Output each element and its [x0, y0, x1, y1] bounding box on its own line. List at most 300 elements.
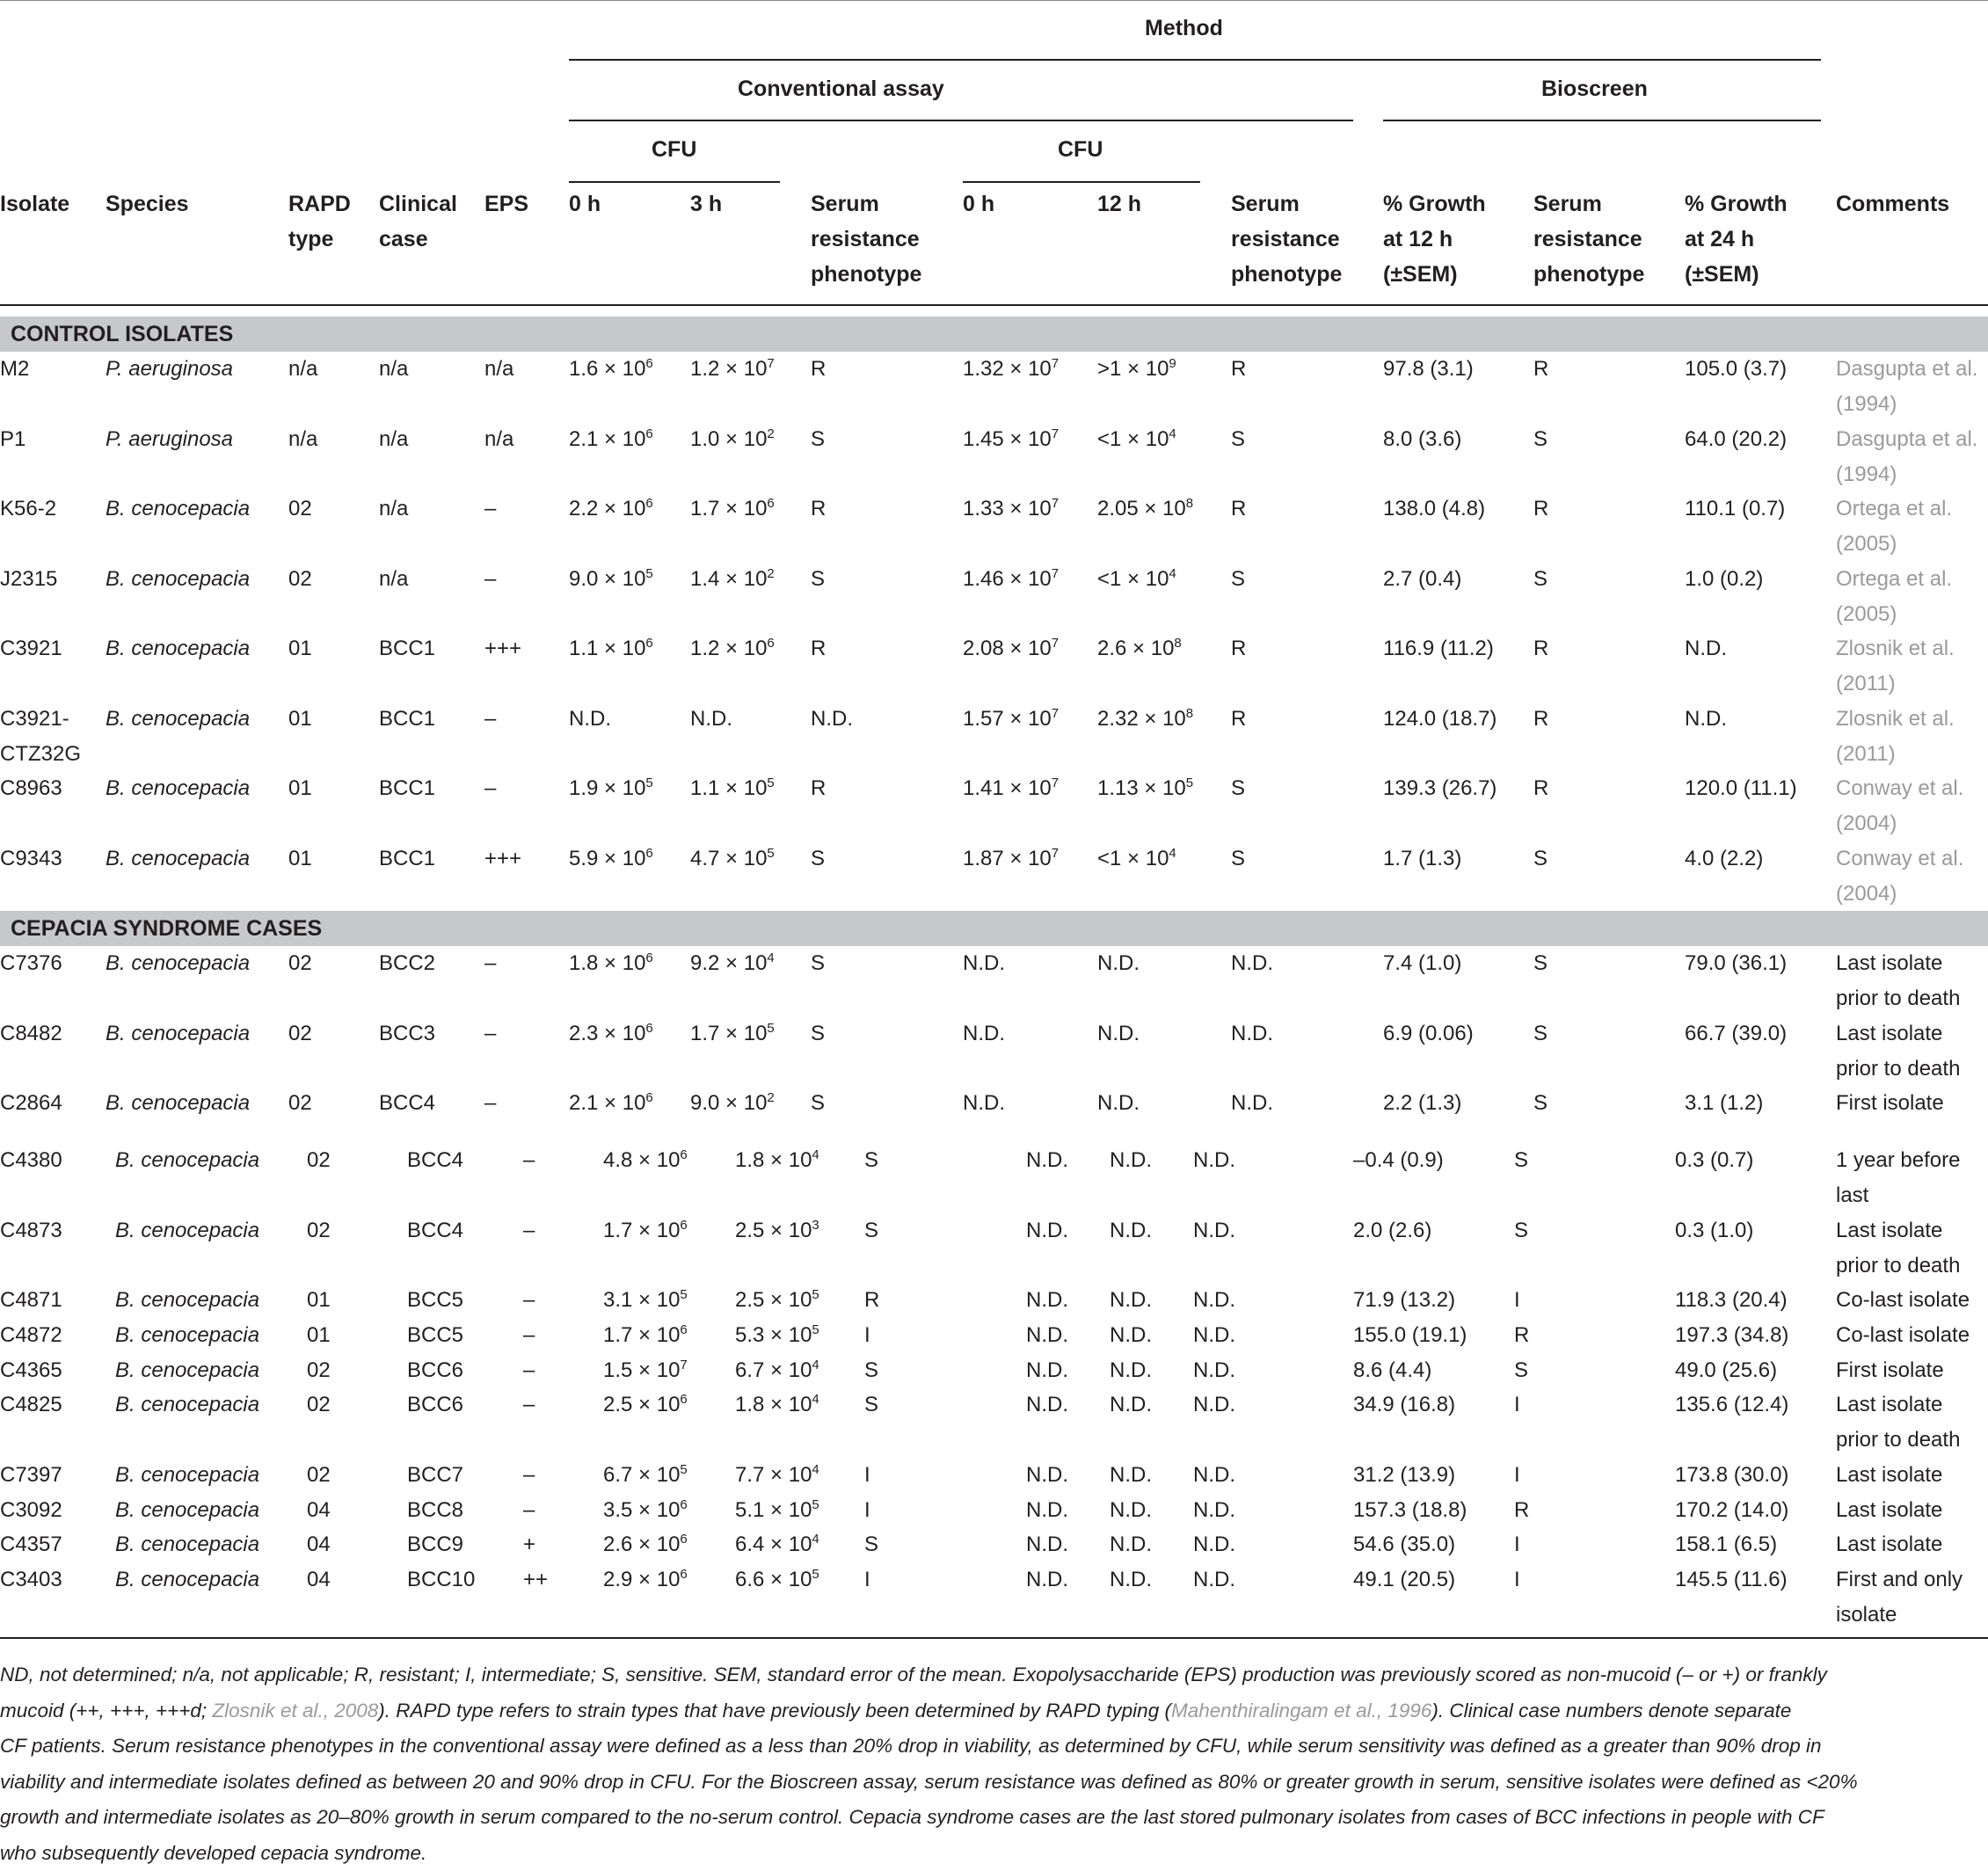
cell-comments: Last isolate: [1836, 1493, 1942, 1528]
cell-isolate: C3092: [0, 1493, 62, 1528]
cell-b0: N.D.: [1026, 1458, 1068, 1493]
cell-bsr: R: [1231, 491, 1246, 527]
cell-comments: prior to death: [1836, 1423, 1960, 1458]
column-header-species: Species: [106, 186, 189, 222]
cell-gsr: R: [1514, 1318, 1529, 1353]
cell-g24: 135.6 (12.4): [1675, 1387, 1788, 1423]
cell-eps: –: [484, 702, 496, 737]
cell-gsr: R: [1514, 1493, 1529, 1528]
cell-b0: N.D.: [963, 1016, 1005, 1052]
cell-c3: $6.6 \times 10^5$: [735, 1562, 819, 1598]
cell-eps: +++: [484, 631, 521, 666]
cell-eps: –: [523, 1283, 535, 1318]
cell-c3: $4.7 \times 10^5$: [690, 841, 775, 877]
cell-species: B. cenocepacia: [106, 702, 250, 737]
cell-isolate: C9343: [0, 841, 62, 877]
cell-case: BCC2: [379, 946, 435, 981]
cell-rapd: 01: [288, 631, 312, 666]
exponent: 4: [767, 950, 774, 965]
cell-c0: $2.2 \times 10^6$: [569, 491, 653, 527]
cell-species: B. cenocepacia: [106, 1086, 250, 1121]
cell-c0: $1.5 \times 10^7$: [603, 1353, 688, 1388]
cell-eps: –: [523, 1318, 535, 1353]
exponent: 3: [812, 1218, 819, 1233]
cell-b12: N.D.: [1110, 1458, 1152, 1493]
cell-b0: N.D.: [1026, 1387, 1068, 1423]
cell-rapd: 02: [288, 1016, 312, 1052]
method-header: Method: [1145, 11, 1223, 46]
cell-isolate: C4380: [0, 1143, 62, 1178]
cell-g24: 1.0 (0.2): [1685, 562, 1763, 597]
column-header-rapd: RAPD: [288, 186, 351, 222]
cell-g24: 79.0 (36.1): [1685, 946, 1787, 981]
cell-g12: 2.7 (0.4): [1383, 562, 1461, 597]
cell-species: B. cenocepacia: [106, 1016, 250, 1052]
cell-rapd: 02: [288, 1086, 312, 1121]
cell-g24: 4.0 (2.2): [1685, 841, 1763, 877]
exponent: 5: [812, 1497, 819, 1512]
cell-g24: 158.1 (6.5): [1675, 1527, 1777, 1562]
cell-comments: First and only: [1836, 1562, 1963, 1598]
cell-b12: $<1 \times 10^4$: [1097, 841, 1176, 877]
cell-bsr: N.D.: [1193, 1527, 1235, 1562]
cell-csr: I: [864, 1493, 870, 1528]
cell-rapd: n/a: [288, 352, 317, 387]
exponent: 5: [680, 1462, 687, 1477]
cell-rapd: 04: [307, 1493, 331, 1528]
cell-b12: N.D.: [1110, 1493, 1152, 1528]
cell-b12: N.D.: [1097, 946, 1140, 981]
cell-isolate: C8963: [0, 771, 62, 806]
cell-bsr: R: [1231, 352, 1246, 387]
cell-gsr: R: [1533, 771, 1548, 806]
cell-g12: 34.9 (16.8): [1353, 1387, 1455, 1423]
cell-c0: $2.5 \times 10^6$: [603, 1387, 688, 1423]
cell-b0: $1.45 \times 10^7$: [963, 422, 1059, 457]
cell-gsr: R: [1533, 631, 1548, 666]
cell-g12: 1.7 (1.3): [1383, 841, 1461, 877]
cell-c3: $1.0 \times 10^2$: [690, 422, 775, 457]
cell-rapd: 01: [288, 841, 312, 877]
cell-comments: Last isolate: [1836, 1213, 1942, 1249]
cell-b0: N.D.: [1026, 1353, 1068, 1388]
cell-b0: $1.33 \times 10^7$: [963, 491, 1059, 527]
cell-g24: N.D.: [1685, 702, 1727, 737]
cell-g24: 145.5 (11.6): [1675, 1562, 1788, 1598]
cell-b0: $1.32 \times 10^7$: [963, 352, 1059, 387]
cell-isolate: M2: [0, 352, 29, 387]
exponent: 5: [645, 566, 652, 581]
column-header-g24: at 24 h: [1685, 222, 1754, 257]
cell-b0: $1.57 \times 10^7$: [963, 702, 1059, 737]
cell-bsr: N.D.: [1193, 1318, 1235, 1353]
cell-gsr: S: [1514, 1353, 1528, 1388]
cell-b0: N.D.: [1026, 1213, 1068, 1249]
cell-case: BCC7: [407, 1458, 463, 1493]
column-header-b12: 12 h: [1097, 186, 1141, 222]
cell-c0: $4.8 \times 10^6$: [603, 1143, 688, 1178]
cell-b0: $1.46 \times 10^7$: [963, 562, 1059, 597]
exponent: 7: [1052, 706, 1059, 721]
cell-g24: 197.3 (34.8): [1675, 1318, 1788, 1353]
cell-c3: $1.8 \times 10^4$: [735, 1387, 819, 1423]
top-rule: [0, 0, 1988, 1]
cell-g12: 6.9 (0.06): [1383, 1016, 1474, 1052]
conventional-header: Conventional assay: [738, 71, 944, 106]
cell-case: BCC1: [379, 631, 435, 666]
cell-comments[interactable]: (2011): [1836, 737, 1896, 772]
cell-case: BCC1: [379, 702, 435, 737]
exponent: 5: [645, 775, 652, 790]
cell-gsr: S: [1533, 946, 1547, 981]
cell-c3: $1.1 \times 10^5$: [690, 771, 775, 806]
cell-isolate: J2315: [0, 562, 57, 597]
cell-case: BCC3: [379, 1016, 435, 1052]
column-header-bsr: resistance: [1231, 222, 1340, 257]
cell-comments[interactable]: Conway et al.: [1836, 841, 1963, 877]
cell-g24: 64.0 (20.2): [1685, 422, 1787, 457]
cell-bsr: S: [1231, 841, 1245, 877]
exponent: 6: [680, 1218, 687, 1233]
cell-eps: –: [523, 1353, 535, 1388]
cell-csr: S: [864, 1387, 878, 1423]
column-header-b0: 0 h: [963, 186, 994, 222]
cell-bsr: S: [1231, 422, 1245, 457]
exponent: 6: [645, 356, 652, 371]
cell-comments[interactable]: (2004): [1836, 877, 1897, 912]
cell-case: n/a: [379, 562, 408, 597]
exponent: 6: [680, 1392, 687, 1407]
cell-comments[interactable]: (2005): [1836, 527, 1897, 562]
cell-species: B. cenocepacia: [106, 771, 250, 806]
cell-eps: +++: [484, 841, 521, 877]
cell-eps: –: [484, 491, 496, 527]
cell-isolate: C4365: [0, 1353, 62, 1388]
cell-g12: 54.6 (35.0): [1353, 1527, 1455, 1562]
cell-c0: $6.7 \times 10^5$: [603, 1458, 688, 1493]
exponent: 8: [1174, 636, 1181, 651]
cell-comments: isolate: [1836, 1598, 1897, 1633]
cell-isolate: C7376: [0, 946, 62, 981]
cell-bsr: N.D.: [1193, 1283, 1235, 1318]
cell-csr: S: [864, 1143, 878, 1178]
column-header-eps: EPS: [484, 186, 528, 222]
cell-species: B. cenocepacia: [115, 1353, 259, 1388]
cell-g12: 155.0 (19.1): [1353, 1318, 1467, 1353]
cell-isolate: C3921-: [0, 702, 69, 737]
cell-g12: 97.8 (3.1): [1383, 352, 1474, 387]
cell-case: BCC5: [407, 1318, 463, 1353]
cell-comments: prior to death: [1836, 1249, 1960, 1284]
cell-g24: 105.0 (3.7): [1685, 352, 1787, 387]
cell-rapd: 02: [307, 1213, 331, 1249]
cell-case: BCC6: [407, 1387, 463, 1423]
footnote-reference-link[interactable]: Zlosnik et al., 2008: [212, 1700, 378, 1722]
cell-case: n/a: [379, 422, 408, 457]
cell-bsr: N.D.: [1193, 1458, 1235, 1493]
cell-csr: N.D.: [811, 702, 853, 737]
cell-g12: 8.0 (3.6): [1383, 422, 1461, 457]
cell-comments: Last isolate: [1836, 1387, 1942, 1423]
cell-bsr: N.D.: [1231, 1016, 1273, 1052]
exponent: 6: [680, 1147, 687, 1162]
cell-rapd: 02: [307, 1387, 331, 1423]
cell-gsr: I: [1514, 1387, 1520, 1423]
section-band: [0, 317, 1988, 352]
column-header-g12: at 12 h: [1383, 222, 1453, 257]
cell-rapd: 01: [288, 771, 312, 806]
cell-species: B. cenocepacia: [115, 1143, 259, 1178]
exponent: 4: [812, 1147, 819, 1162]
cell-c0: N.D.: [569, 702, 611, 737]
cell-g12: –0.4 (0.9): [1353, 1143, 1444, 1178]
column-header-g24: % Growth: [1685, 186, 1788, 222]
cell-g12: 157.3 (18.8): [1353, 1493, 1467, 1528]
cell-g24: 118.3 (20.4): [1675, 1283, 1788, 1318]
exponent: 7: [1052, 496, 1059, 511]
section-band: [0, 911, 1988, 946]
cell-species: B. cenocepacia: [115, 1527, 259, 1562]
cell-c3: $6.4 \times 10^4$: [735, 1527, 819, 1562]
cell-isolate: C4357: [0, 1527, 62, 1562]
cell-c0: $1.7 \times 10^6$: [603, 1213, 688, 1249]
cell-csr: S: [811, 841, 825, 877]
exponent: 5: [812, 1287, 819, 1302]
cell-csr: S: [811, 946, 825, 981]
cell-case: BCC10: [407, 1562, 475, 1598]
cell-isolate: CTZ32G: [0, 737, 81, 772]
exponent: 2: [767, 1090, 774, 1105]
bioscreen-rule: [1383, 120, 1821, 121]
cell-gsr: S: [1514, 1143, 1528, 1178]
cell-comments: Co-last isolate: [1836, 1283, 1970, 1318]
cell-eps: –: [484, 1016, 496, 1052]
cell-bsr: N.D.: [1193, 1143, 1235, 1178]
cell-b0: N.D.: [963, 946, 1005, 981]
cell-comments[interactable]: (2005): [1836, 597, 1897, 632]
footnote-text: ). RAPD type refers to strain types that have previously been determined by RAPD typing (: [378, 1700, 1171, 1722]
cell-b12: $>1 \times 10^9$: [1097, 352, 1176, 387]
cell-c3: $5.3 \times 10^5$: [735, 1318, 819, 1353]
cell-bsr: N.D.: [1193, 1493, 1235, 1528]
cell-case: n/a: [379, 491, 408, 527]
exponent: 7: [767, 356, 774, 371]
cell-gsr: I: [1514, 1562, 1520, 1598]
cell-c3: $1.2 \times 10^6$: [690, 631, 775, 666]
exponent: 5: [812, 1322, 819, 1337]
cell-csr: S: [864, 1353, 878, 1388]
exponent: 4: [812, 1532, 819, 1547]
cell-comments: First isolate: [1836, 1086, 1944, 1121]
column-header-gsr: phenotype: [1533, 257, 1644, 292]
cell-g24: 0.3 (1.0): [1675, 1213, 1753, 1249]
column-header-case: case: [379, 222, 428, 257]
cell-g12: 124.0 (18.7): [1383, 702, 1496, 737]
cell-rapd: n/a: [288, 422, 317, 457]
cell-comments: last: [1836, 1178, 1868, 1213]
exponent: 7: [1052, 566, 1059, 581]
cell-rapd: 02: [307, 1458, 331, 1493]
exponent: 7: [1052, 775, 1059, 790]
cell-isolate: C2864: [0, 1086, 62, 1121]
cell-rapd: 04: [307, 1527, 331, 1562]
cell-eps: –: [484, 1086, 496, 1121]
cell-g24: 110.1 (0.7): [1685, 491, 1785, 527]
cfu-rule-1: [569, 181, 780, 183]
cell-comments: Last isolate: [1836, 1527, 1942, 1562]
cell-gsr: R: [1533, 702, 1548, 737]
exponent: 4: [1169, 566, 1176, 581]
cell-comments[interactable]: (2011): [1836, 666, 1896, 702]
cell-b12: $1.13 \times 10^5$: [1097, 771, 1193, 806]
cell-rapd: 01: [288, 702, 312, 737]
cell-g12: 2.2 (1.3): [1383, 1086, 1461, 1121]
cell-comments[interactable]: (1994): [1836, 457, 1897, 492]
footnote-reference-link[interactable]: Mahenthiralingam et al., 1996: [1171, 1700, 1431, 1722]
table-footnote: [0, 1657, 1978, 1871]
cell-gsr: I: [1514, 1458, 1520, 1493]
cell-c0: $9.0 \times 10^5$: [569, 562, 653, 597]
cell-b12: $2.05 \times 10^8$: [1097, 491, 1193, 527]
cell-csr: R: [811, 631, 826, 666]
method-rule: [569, 59, 1821, 61]
exponent: 4: [1169, 426, 1176, 441]
exponent: 4: [812, 1392, 819, 1407]
column-header-c0: 0 h: [569, 186, 601, 222]
exponent: 6: [680, 1532, 687, 1547]
cell-case: BCC5: [407, 1283, 463, 1318]
column-header-g24: (±SEM): [1685, 257, 1759, 292]
cell-species: B. cenocepacia: [115, 1562, 259, 1598]
cell-c3: $6.7 \times 10^4$: [735, 1353, 819, 1388]
exponent: 6: [645, 950, 652, 965]
cell-species: B. cenocepacia: [115, 1318, 259, 1353]
cell-isolate: C8482: [0, 1016, 62, 1052]
cell-csr: S: [864, 1527, 878, 1562]
cell-gsr: S: [1533, 841, 1547, 877]
cell-eps: –: [484, 771, 496, 806]
cell-species: B. cenocepacia: [115, 1458, 259, 1493]
exponent: 5: [812, 1567, 819, 1582]
exponent: 6: [767, 496, 774, 511]
cell-species: P. aeruginosa: [106, 352, 233, 387]
cell-csr: S: [811, 1016, 825, 1052]
exponent: 4: [812, 1462, 819, 1477]
cell-rapd: 02: [288, 491, 312, 527]
column-header-bsr: phenotype: [1231, 257, 1342, 292]
cell-species: B. cenocepacia: [115, 1213, 259, 1249]
column-header-csr: resistance: [811, 222, 920, 257]
cell-c0: $2.9 \times 10^6$: [603, 1562, 688, 1598]
cell-rapd: 01: [307, 1318, 331, 1353]
exponent: 6: [645, 496, 652, 511]
footnote-text: growth and intermediate isolates as 20–80% growth in serum compared to the no-serum control. Cepacia syndrome cases are the last stored pulmonary isolates from cases of BCC infections in people with CF: [0, 1806, 1824, 1828]
cell-g24: 66.7 (39.0): [1685, 1016, 1787, 1052]
cell-comments: Last isolate: [1836, 1016, 1942, 1052]
cell-bsr: N.D.: [1231, 946, 1273, 981]
column-header-gsr: Serum: [1533, 186, 1602, 222]
cell-comments[interactable]: Ortega et al.: [1836, 491, 1952, 527]
exponent: 8: [1186, 496, 1193, 511]
exponent: 5: [680, 1287, 687, 1302]
exponent: 4: [812, 1358, 819, 1372]
cell-c0: $1.9 \times 10^5$: [569, 771, 653, 806]
cell-c0: $2.1 \times 10^6$: [569, 422, 653, 457]
exponent: 5: [767, 775, 774, 790]
section-title: CEPACIA SYNDROME CASES: [11, 911, 322, 946]
cell-comments[interactable]: Ortega et al.: [1836, 562, 1952, 597]
cell-gsr: R: [1533, 491, 1548, 527]
cell-csr: I: [864, 1458, 870, 1493]
cell-b12: N.D.: [1110, 1527, 1152, 1562]
exponent: 6: [645, 636, 652, 651]
cell-csr: R: [811, 491, 826, 527]
cell-rapd: 01: [307, 1283, 331, 1318]
cell-comments[interactable]: (2004): [1836, 806, 1897, 841]
cell-case: BCC8: [407, 1493, 463, 1528]
cell-gsr: S: [1533, 562, 1547, 597]
cell-rapd: 02: [288, 946, 312, 981]
cell-c0: $2.1 \times 10^6$: [569, 1086, 653, 1121]
cell-isolate: C3921: [0, 631, 62, 666]
cell-comments: Last isolate: [1836, 946, 1942, 981]
cell-c3: $2.5 \times 10^3$: [735, 1213, 819, 1249]
cell-case: BCC1: [379, 771, 435, 806]
exponent: 6: [680, 1497, 687, 1512]
footnote-text: viability and intermediate isolates defined as between 20 and 90% drop in CFU. For the Bioscreen assay, serum resistance was defined as 80% or greater growth in serum, sensitive isolates were defined as <20%: [0, 1771, 1858, 1793]
cell-comments[interactable]: Zlosnik et al.: [1836, 702, 1955, 737]
cell-g24: 173.8 (30.0): [1675, 1458, 1788, 1493]
cell-c3: $5.1 \times 10^5$: [735, 1493, 819, 1528]
cell-b12: N.D.: [1110, 1353, 1152, 1388]
cell-comments[interactable]: Dasgupta et al.: [1836, 352, 1977, 387]
cell-c3: $1.2 \times 10^7$: [690, 352, 775, 387]
cell-b12: $2.32 \times 10^8$: [1097, 702, 1193, 737]
cell-comments[interactable]: Dasgupta et al.: [1836, 422, 1977, 457]
cell-bsr: N.D.: [1193, 1213, 1235, 1249]
cell-c3: $1.7 \times 10^5$: [690, 1016, 775, 1052]
cell-eps: +: [523, 1527, 535, 1562]
cell-comments: prior to death: [1836, 1052, 1960, 1087]
cell-g24: 120.0 (11.1): [1685, 771, 1797, 806]
cell-isolate: C3403: [0, 1562, 62, 1598]
cell-comments: 1 year before: [1836, 1143, 1960, 1178]
cell-eps: –: [523, 1143, 535, 1178]
cell-g12: 31.2 (13.9): [1353, 1458, 1455, 1493]
footnote-line: [0, 1800, 1978, 1836]
cell-c3: $1.7 \times 10^6$: [690, 491, 775, 527]
cell-gsr: R: [1533, 352, 1548, 387]
cell-comments[interactable]: (1994): [1836, 387, 1897, 422]
cell-bsr: N.D.: [1193, 1562, 1235, 1598]
cell-gsr: S: [1533, 1086, 1547, 1121]
cell-isolate: C4873: [0, 1213, 62, 1249]
cell-b12: $2.6 \times 10^8$: [1097, 631, 1182, 666]
cell-b0: N.D.: [1026, 1143, 1068, 1178]
cell-comments: Last isolate: [1836, 1458, 1942, 1493]
exponent: 7: [1052, 846, 1059, 861]
cell-g12: 7.4 (1.0): [1383, 946, 1461, 981]
cell-comments[interactable]: Zlosnik et al.: [1836, 631, 1955, 666]
exponent: 4: [1169, 846, 1176, 861]
cfu-header-2: CFU: [1058, 132, 1103, 167]
cell-comments[interactable]: Conway et al.: [1836, 771, 1963, 806]
cell-c0: $5.9 \times 10^6$: [569, 841, 653, 877]
cell-species: B. cenocepacia: [106, 631, 250, 666]
cell-species: B. cenocepacia: [106, 491, 250, 527]
cell-csr: R: [811, 771, 826, 806]
cell-b0: $1.41 \times 10^7$: [963, 771, 1059, 806]
